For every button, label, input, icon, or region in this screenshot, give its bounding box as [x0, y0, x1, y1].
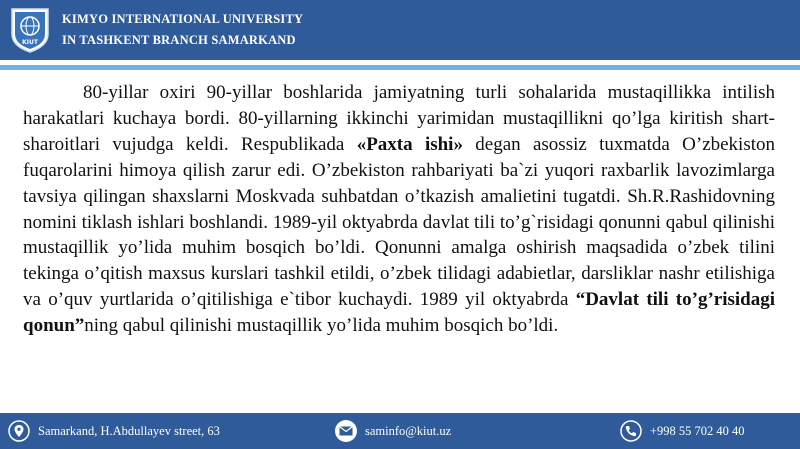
- phone-icon: [620, 420, 642, 442]
- phone-text[interactable]: +998 55 702 40 40: [650, 423, 745, 438]
- bold-term-paxta-ishi: «Paxta ishi»: [356, 133, 463, 155]
- text-segment-3: ning qabul qilinishi mustaqillik yo’lida muhim bosqich bo’ldi.: [84, 315, 559, 337]
- logo-text: KIUT: [22, 39, 38, 46]
- footer-phone[interactable]: [620, 413, 745, 449]
- text-segment-1: 80-yillar oxiri 90-yillar boshlarida jamiyatning turli sohalarida mustaqillikka intilish harakatlari kuchaya bordi. 80-yillarning ikkinchi yarimidan mustaqillikni qo’lga kiritish shart-sharoitlari vujudga keldi. Respublikada: [23, 82, 775, 155]
- bold-term-davlat-tili: “Davlat tili to’g’risidagi qonun”: [23, 289, 776, 337]
- footer-email[interactable]: [335, 413, 451, 449]
- text-segment-2: degan asossiz tuxmatda O’zbekiston fuqarolarini himoya qilish zarur edi. O’zbekiston rahbariyati ba`zi yuqori raxbarlik lavozimlarga tavsiya qilingan shaxslarni Moskvada suhbatdan o’tkazish amalietini tugatdi. Sh.R.Rashidovning nomini tiklash ishlari boshlandi. 1989-yil oktyabrda davlat tili to’g`risidagi qonunni qabul qilinishi mustaqillik yo’lida muhim bosqich bo’ldi. Qonunni amalga oshirish maqsadida o’zbek tilini tekinga o’qitish maxsus kurslari tashkil etildi, o’zbek tilidagi adabietlar, darsliklar nashr etilishiga va o’quv yurtlarida o’qitilishiga e`tibor kuchaydi. 1989 yil oktyabrda: [23, 133, 776, 311]
- university-name-line1: KIMYO INTERNATIONAL UNIVERSITY: [62, 12, 304, 26]
- university-name: [62, 9, 303, 51]
- footer-address: [8, 413, 220, 449]
- email-link[interactable]: saminfo@kiut.uz: [365, 423, 452, 438]
- paragraph: [23, 80, 775, 339]
- envelope-icon: [335, 420, 357, 442]
- location-pin-icon: [8, 420, 30, 442]
- university-name-line2: IN TASHKENT BRANCH SAMARKAND: [62, 33, 296, 47]
- slide-body-text: [23, 80, 775, 339]
- university-logo: [9, 6, 51, 54]
- header-divider-blue: [0, 65, 800, 70]
- header-bar: [0, 0, 800, 60]
- address-text: Samarkand, H.Abdullayev street, 63: [38, 423, 220, 438]
- footer-bar: [0, 413, 800, 449]
